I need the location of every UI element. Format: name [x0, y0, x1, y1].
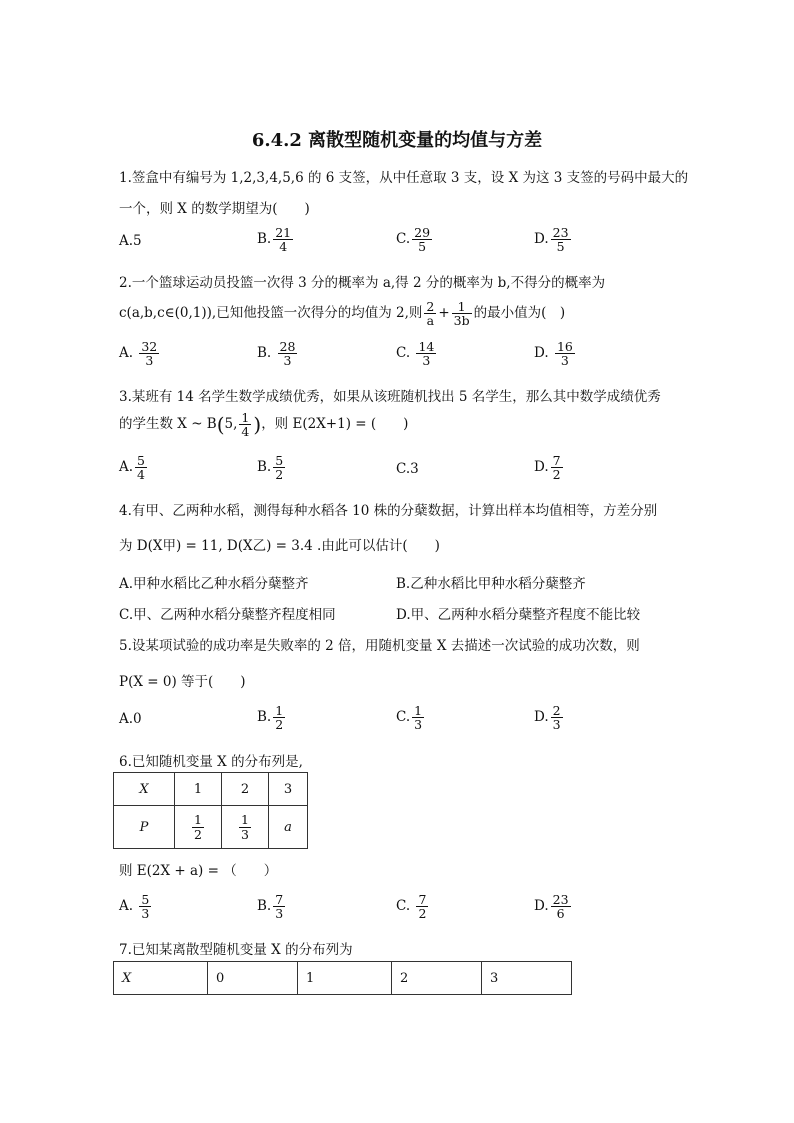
- q1-option-b-fraction: [273, 226, 293, 253]
- q1-option-b-label: B.: [257, 231, 272, 248]
- table-cell-text: P: [139, 819, 149, 835]
- q6-option-c-label: C.: [396, 898, 411, 915]
- numerator: 16: [556, 339, 573, 354]
- q6-option-a-label: A.: [119, 898, 134, 915]
- q5-option-a: A.0: [119, 711, 142, 727]
- numerator: 5: [141, 892, 150, 907]
- q6-option-c: [396, 893, 430, 920]
- q2-option-b: [257, 340, 299, 367]
- denominator: 5: [556, 239, 565, 255]
- numerator: 7: [275, 892, 284, 907]
- q3-option-a: [119, 454, 149, 481]
- q2-fraction-1-over-3b: [452, 300, 472, 327]
- table-cell: 0: [208, 962, 298, 995]
- numerator: 23: [552, 225, 569, 240]
- q6-options: [119, 893, 679, 927]
- q1-stem-line1: 1.签盒中有编号为 1,2,3,4,5,6 的 6 支签，从中任意取 3 支，设 X 为这 3 支签的号码中最大的: [119, 170, 689, 186]
- q5-options: [119, 704, 679, 738]
- table-row: [114, 962, 572, 995]
- denominator: 4: [137, 467, 145, 483]
- table-cell: [175, 806, 222, 849]
- numerator: 5: [275, 453, 284, 468]
- q4-option-d: D.甲、乙两种水稻分蘖整齐程度不能比较: [396, 607, 641, 623]
- q3-fraction-p: [239, 411, 251, 438]
- denominator: 3: [283, 353, 292, 369]
- q2-option-a-label: A.: [119, 345, 134, 362]
- q2-fraction-2-over-a: [424, 300, 436, 327]
- table-cell-text: X: [139, 781, 149, 797]
- table-cell: 1: [298, 962, 392, 995]
- q3-option-d: [534, 454, 565, 481]
- table-cell: 3: [269, 773, 308, 806]
- q2-option-a-fraction: [139, 340, 159, 367]
- q2-stem-line1: 2.一个篮球运动员投篮一次得 3 分的概率为 a,得 2 分的概率为 b,不得分的概率为: [119, 275, 606, 291]
- denominator: 4: [241, 424, 250, 440]
- q2-option-b-label: B.: [257, 345, 272, 362]
- denominator: 2: [275, 717, 284, 733]
- numerator: 21: [275, 225, 292, 240]
- table-cell: [222, 806, 269, 849]
- q6-option-a: [119, 893, 153, 920]
- q6-option-b-label: B.: [257, 898, 272, 915]
- table-cell: [269, 806, 308, 849]
- paren-right: ): [253, 412, 262, 437]
- numerator: 7: [418, 892, 427, 907]
- q2-stem-line2-start: c(a,b,c∈(0,1)),已知他投篮一次得分的均值为 2,则: [119, 305, 423, 322]
- q3-options: [119, 454, 679, 488]
- q1-option-d-fraction: [551, 226, 571, 253]
- q3-option-b-fraction: [273, 454, 285, 481]
- q2-options: [119, 340, 679, 374]
- plus-sign: +: [438, 305, 450, 322]
- q2-option-c: [396, 340, 438, 367]
- q4-stem-line2: 为 D(X甲) = 11, D(X乙) = 3.4 .由此可以估计( ): [119, 538, 440, 554]
- denominator: 4: [279, 239, 288, 255]
- q1-option-c-fraction: [412, 226, 432, 253]
- q2-option-b-fraction: [278, 340, 298, 367]
- q1-option-c-label: C.: [396, 231, 411, 248]
- q2-option-c-label: C.: [396, 345, 411, 362]
- q3-option-a-label: A.: [119, 459, 134, 476]
- q6-option-d: [534, 893, 573, 920]
- q1-option-d: [534, 226, 573, 253]
- numerator: 29: [414, 225, 431, 240]
- denominator: 3: [275, 906, 284, 922]
- q1-stem-line2: 一个，则 X 的数学期望为( ): [119, 201, 310, 217]
- denominator: 3: [552, 717, 561, 733]
- q3-option-d-fraction: [551, 454, 563, 481]
- q5-stem-line2: P(X = 0) 等于( ): [119, 674, 246, 690]
- q6-option-a-fraction: [139, 893, 151, 920]
- cell-fraction: [192, 813, 204, 840]
- table-cell: [114, 773, 175, 806]
- numerator: 1: [241, 410, 250, 425]
- q6-stem-line1: 6.已知随机变量 X 的分布列是,: [119, 754, 303, 770]
- q6-option-b-fraction: [273, 893, 285, 920]
- table-cell: 2: [392, 962, 482, 995]
- numerator: 7: [552, 453, 561, 468]
- table-cell-text: X: [122, 970, 132, 986]
- q7-distribution-table: [113, 961, 572, 995]
- q5-stem-line1: 5.设某项试验的成功率是失败率的 2 倍，用随机变量 X 去描述一次试验的成功次数，则: [119, 638, 640, 654]
- q2-option-d-fraction: [555, 340, 575, 367]
- q6-option-d-fraction: [551, 893, 571, 920]
- denominator: 3b: [453, 313, 470, 329]
- q3-option-b-label: B.: [257, 459, 272, 476]
- q6-stem-line2: 则 E(2X + a) = （ ）: [119, 863, 278, 879]
- q2-option-a: [119, 340, 161, 367]
- q2-option-d: [534, 340, 577, 367]
- table-cell: 2: [222, 773, 269, 806]
- numerator: 28: [279, 339, 296, 354]
- q3-option-a-fraction: [135, 454, 147, 481]
- page-title: 6.4.2 离散型随机变量的均值与方差: [251, 130, 543, 151]
- q2-option-d-label: D.: [534, 345, 549, 362]
- q5-option-d-fraction: [551, 704, 563, 731]
- q6-option-b: [257, 893, 287, 920]
- q7-stem-line1: 7.已知某离散型随机变量 X 的分布列为: [119, 942, 353, 958]
- q6-option-d-label: D.: [534, 898, 549, 915]
- denominator: a: [426, 313, 435, 329]
- table-cell: [114, 962, 208, 995]
- q5-option-b-fraction: [273, 704, 285, 731]
- q1-option-c: [396, 226, 434, 253]
- q4-option-a: A.甲种水稻比乙种水稻分蘖整齐: [119, 576, 309, 592]
- table-row: [114, 773, 308, 806]
- q5-option-c-fraction: [412, 704, 424, 731]
- q5-option-b-label: B.: [257, 709, 272, 726]
- table-cell: [114, 806, 175, 849]
- q3-stem-line2: [119, 411, 408, 438]
- denominator: 2: [275, 467, 284, 483]
- denominator: 5: [418, 239, 427, 255]
- q2-stem-line2: [119, 300, 565, 327]
- numerator: 23: [552, 892, 569, 907]
- q3-stem-line2-start: 的学生数 X ~ B: [119, 416, 217, 433]
- denominator: 3: [422, 353, 431, 369]
- q5-option-c-label: C.: [396, 709, 411, 726]
- q6-distribution-table: [113, 772, 308, 849]
- binomial-n: 5,: [224, 416, 238, 433]
- numerator: 5: [137, 453, 145, 468]
- table-cell-text: a: [284, 819, 292, 835]
- q4-option-b: B.乙种水稻比甲种水稻分蘖整齐: [396, 576, 586, 592]
- numerator: 2: [552, 703, 561, 718]
- denominator: 3: [241, 826, 249, 842]
- numerator: 1: [194, 812, 202, 828]
- numerator: 1: [452, 300, 472, 314]
- denominator: 3: [560, 353, 569, 369]
- denominator: 2: [552, 467, 561, 483]
- denominator: 2: [418, 906, 427, 922]
- q5-option-d: [534, 704, 565, 731]
- numerator: 1: [241, 812, 249, 828]
- denominator: 6: [556, 906, 565, 922]
- numerator: 1: [275, 703, 284, 718]
- numerator: 14: [418, 339, 435, 354]
- numerator: 1: [414, 703, 423, 718]
- cell-fraction: [239, 813, 251, 840]
- table-cell: 3: [482, 962, 572, 995]
- q1-option-a: A.5: [119, 233, 142, 249]
- q3-stem-line1: 3.某班有 14 名学生数学成绩优秀，如果从该班随机找出 5 名学生，那么其中数学成绩优秀: [119, 389, 661, 405]
- denominator: 3: [414, 717, 423, 733]
- q1-options: [119, 226, 679, 260]
- q3-option-c: C.3: [396, 461, 419, 477]
- table-cell: 1: [175, 773, 222, 806]
- q2-stem-line2-end: 的最小值为( ): [473, 305, 566, 322]
- q5-option-d-label: D.: [534, 709, 549, 726]
- q5-option-c: [396, 704, 426, 731]
- q1-option-d-label: D.: [534, 231, 549, 248]
- denominator: 3: [145, 353, 154, 369]
- q6-option-c-fraction: [416, 893, 428, 920]
- q2-option-c-fraction: [416, 340, 436, 367]
- q3-stem-line2-end: ，则 E(2X+1) = ( ): [261, 416, 409, 433]
- table-row: [114, 806, 308, 849]
- denominator: 2: [194, 826, 202, 842]
- q4-option-c: C.甲、乙两种水稻分蘖整齐程度相同: [119, 607, 336, 623]
- q1-option-b: [257, 226, 295, 253]
- q4-stem-line1: 4.有甲、乙两种水稻，测得每种水稻各 10 株的分蘖数据，计算出样本均值相等，方差分别: [119, 503, 658, 519]
- paren-left: (: [216, 412, 225, 437]
- denominator: 3: [141, 906, 150, 922]
- numerator: 2: [426, 299, 435, 314]
- numerator: 32: [141, 339, 158, 354]
- q3-option-b: [257, 454, 287, 481]
- q5-option-b: [257, 704, 287, 731]
- q3-option-d-label: D.: [534, 459, 549, 476]
